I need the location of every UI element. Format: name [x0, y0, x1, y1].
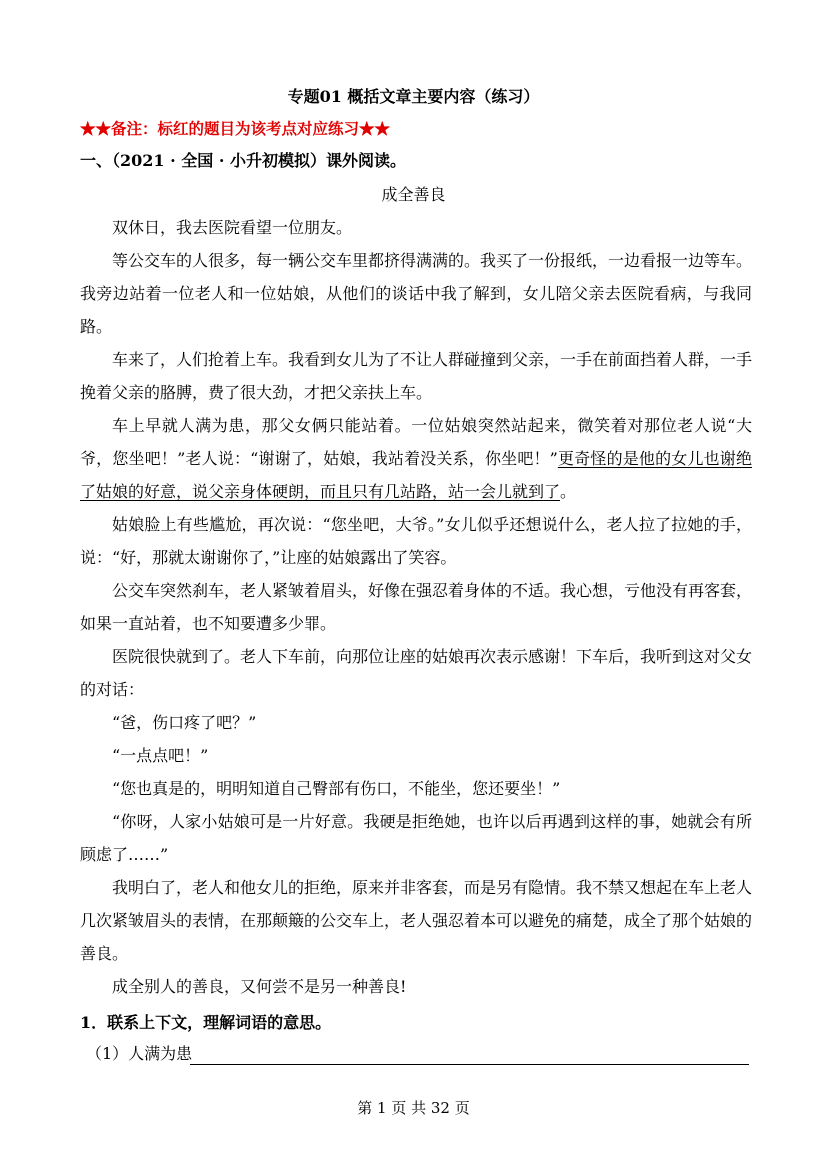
paragraph-text: 。 [560, 482, 577, 501]
question-1-part-1: （1）人满为患 [86, 1044, 193, 1063]
paragraph: 等公交车的人很多，每一辆公交车里都挤得满满的。我买了一份报纸，一边看报一边等车。我旁边站着一位老人和一位姑娘，从他们的谈话中我了解到，女儿陪父亲去医院看病，与我同路。 [80, 251, 753, 336]
question-1: 1．联系上下文，理解词语的意思。 [80, 1013, 332, 1032]
article-title: 成全善良 [381, 185, 446, 204]
dialogue-line: “你呀，人家小姑娘可是一片好意。我硬是拒绝她，也许以后再遇到这样的事，她就会有所顾虑了……” [80, 812, 752, 864]
paragraph: 成全别人的善良，又何尝不是另一种善良! [112, 977, 407, 996]
red-note: ★★备注：标红的题目为该考点对应练习★★ [80, 119, 391, 138]
answer-line[interactable] [190, 1064, 749, 1065]
dialogue-line: “爸，伤口疼了吧？” [112, 713, 257, 732]
paragraph: 医院很快就到了。老人下车前，向那位让座的姑娘再次表示感谢！下车后，我听到这对父女的对话： [80, 647, 753, 699]
paragraph: 双休日，我去医院看望一位朋友。 [112, 218, 353, 237]
section-heading: 一、（2021 · 全国 · 小升初模拟）课外阅读。 [80, 151, 406, 170]
underlined-sentence: 更奇怪的是他的女儿也谢绝了姑娘的好意，说父亲身体硬朗，而且只有几站路，站一会儿就到了 [80, 449, 752, 501]
dialogue-line: “一点点吧！” [112, 746, 209, 765]
paragraph: 姑娘脸上有些尴尬，再次说：“您坐吧，大爷。”女儿似乎还想说什么，老人拉了拉她的手，说：“好，那就太谢谢你了，”让座的姑娘露出了笑容。 [80, 515, 752, 567]
page-footer: 第 1 页 共 32 页 [357, 1099, 470, 1117]
article-body [80, 211, 752, 1003]
paragraph: 公交车突然刹车，老人紧皱着眉头，好像在强忍着身体的不适。我心想，亏他没有再客套，如果一直站着，也不知要遭多少罪。 [80, 581, 753, 633]
paragraph: 车来了，人们抢着上车。我看到女儿为了不让人群碰撞到父亲，一手在前面挡着人群，一手挽着父亲的胳膊，费了很大劲，才把父亲扶上车。 [80, 350, 753, 402]
paragraph: 我明白了，老人和他女儿的拒绝，原来并非客套，而是另有隐情。我不禁又想起在车上老人几次紧皱眉头的表情，在那颠簸的公交车上，老人强忍着本可以避免的痛楚，成全了那个姑娘的善良。 [80, 878, 753, 963]
page-title: 专题01 概括文章主要内容（练习） [287, 87, 540, 106]
paragraph-text: 车上早就人满为患，那父女俩只能站着。一位姑娘突然站起来，微笑着对那位老人说“大爷，您坐吧！”老人说：“谢谢了，姑娘，我站着没关系，你坐吧！” [80, 416, 752, 468]
dialogue-line: “您也真是的，明明知道自己臀部有伤口，不能坐，您还要坐！” [112, 779, 561, 798]
paragraph-with-underline [80, 409, 752, 508]
